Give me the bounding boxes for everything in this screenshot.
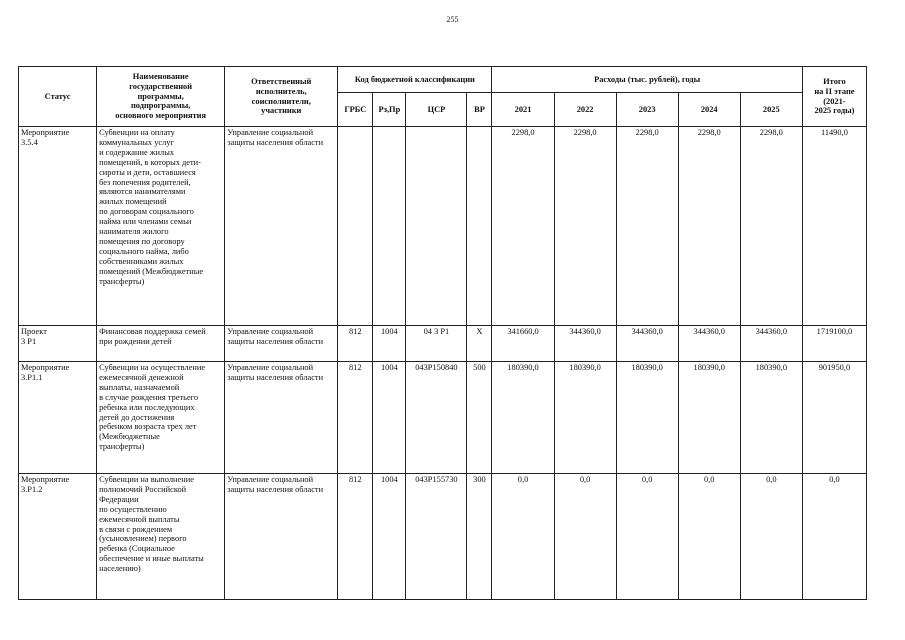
row-value-2022: 2298,0 bbox=[554, 127, 616, 326]
row-grbs: 812 bbox=[338, 326, 373, 362]
page-number: 255 bbox=[446, 15, 459, 24]
row-value-2024: 2298,0 bbox=[678, 127, 740, 326]
row-value-2021: 180390,0 bbox=[492, 362, 554, 474]
row-total: 901950,0 bbox=[802, 362, 866, 474]
header-year-2021: 2021 bbox=[492, 93, 554, 127]
row-rzpr bbox=[373, 127, 406, 326]
header-year-2022: 2022 bbox=[554, 93, 616, 127]
row-value-2023: 0,0 bbox=[616, 474, 678, 600]
row-name: Субвенции на осуществление ежемесячной денежной выплаты, назначаемой в случае рождения третьего ребенка или последующих детей до достижения ребенком возраста трех лет (Межбюджетные трансферты) bbox=[97, 362, 225, 474]
header-vr: ВР bbox=[467, 93, 492, 127]
table-row bbox=[19, 127, 867, 326]
row-grbs: 812 bbox=[338, 362, 373, 474]
header-csr: ЦСР bbox=[406, 93, 467, 127]
row-responsible: Управление социальной защиты населения области bbox=[225, 326, 338, 362]
row-value-2021: 2298,0 bbox=[492, 127, 554, 326]
row-name: Субвенции на оплату коммунальных услуг и содержание жилых помещений, в которых дети- сироты и дети, оставшиеся без попечения родителей, являются нанимателями жилых помещений по договорам социального найма или членами семьи нанимателя жилого помещения по договору социального найма, либо собственниками жилых помещений (Межбюджетные трансферты) bbox=[97, 127, 225, 326]
row-vr: 500 bbox=[467, 362, 492, 474]
row-value-2025: 0,0 bbox=[740, 474, 802, 600]
header-grbs: ГРБС bbox=[338, 93, 373, 127]
header-budget-code: Код бюджетной классификации bbox=[338, 67, 492, 93]
row-responsible: Управление социальной защиты населения области bbox=[225, 127, 338, 326]
header-year-2024: 2024 bbox=[678, 93, 740, 127]
row-rzpr: 1004 bbox=[373, 474, 406, 600]
row-vr: X bbox=[467, 326, 492, 362]
header-name: Наименование государственной программы, подпрограммы, основного мероприятия bbox=[97, 67, 225, 127]
row-value-2024: 344360,0 bbox=[678, 326, 740, 362]
row-vr: 300 bbox=[467, 474, 492, 600]
row-value-2022: 180390,0 bbox=[554, 362, 616, 474]
row-status: Мероприятие 3.P1.1 bbox=[19, 362, 97, 474]
row-value-2025: 344360,0 bbox=[740, 326, 802, 362]
row-status: Мероприятие 3.P1.2 bbox=[19, 474, 97, 600]
row-value-2024: 0,0 bbox=[678, 474, 740, 600]
row-csr: 043P150840 bbox=[406, 362, 467, 474]
row-csr bbox=[406, 127, 467, 326]
header-rzpr: Рз,Пр bbox=[373, 93, 406, 127]
row-value-2025: 2298,0 bbox=[740, 127, 802, 326]
row-value-2022: 344360,0 bbox=[554, 326, 616, 362]
row-name: Финансовая поддержка семей при рождении детей bbox=[97, 326, 225, 362]
table-row bbox=[19, 362, 867, 474]
row-value-2023: 180390,0 bbox=[616, 362, 678, 474]
table-row bbox=[19, 474, 867, 600]
table-row bbox=[19, 326, 867, 362]
row-rzpr: 1004 bbox=[373, 326, 406, 362]
row-total: 11490,0 bbox=[802, 127, 866, 326]
header-expenses: Расходы (тыс. рублей), годы bbox=[492, 67, 802, 93]
row-total: 1719100,0 bbox=[802, 326, 866, 362]
row-status: Мероприятие 3.5.4 bbox=[19, 127, 97, 326]
row-value-2022: 0,0 bbox=[554, 474, 616, 600]
budget-table bbox=[18, 66, 867, 600]
header-status: Статус bbox=[19, 67, 97, 127]
row-responsible: Управление социальной защиты населения области bbox=[225, 362, 338, 474]
header-total: Итого на II этапе (2021- 2025 годы) bbox=[802, 67, 866, 127]
header-row-top bbox=[19, 67, 867, 93]
row-value-2023: 2298,0 bbox=[616, 127, 678, 326]
row-name: Субвенции на выполнение полномочий Российской Федерации по осуществлению ежемесячной выплаты в связи с рождением (усыновлением) первого ребенка (Социальное обеспечение и иные выплаты населению) bbox=[97, 474, 225, 600]
header-year-2023: 2023 bbox=[616, 93, 678, 127]
row-vr bbox=[467, 127, 492, 326]
header-year-2025: 2025 bbox=[740, 93, 802, 127]
row-value-2024: 180390,0 bbox=[678, 362, 740, 474]
header-responsible: Ответственный исполнитель, соисполнители, участники bbox=[225, 67, 338, 127]
row-value-2021: 341660,0 bbox=[492, 326, 554, 362]
row-total: 0,0 bbox=[802, 474, 866, 600]
row-grbs bbox=[338, 127, 373, 326]
row-value-2021: 0,0 bbox=[492, 474, 554, 600]
row-status: Проект 3 P1 bbox=[19, 326, 97, 362]
row-rzpr: 1004 bbox=[373, 362, 406, 474]
row-value-2023: 344360,0 bbox=[616, 326, 678, 362]
row-value-2025: 180390,0 bbox=[740, 362, 802, 474]
row-responsible: Управление социальной защиты населения области bbox=[225, 474, 338, 600]
row-grbs: 812 bbox=[338, 474, 373, 600]
row-csr: 043P155730 bbox=[406, 474, 467, 600]
row-csr: 04 3 P1 bbox=[406, 326, 467, 362]
